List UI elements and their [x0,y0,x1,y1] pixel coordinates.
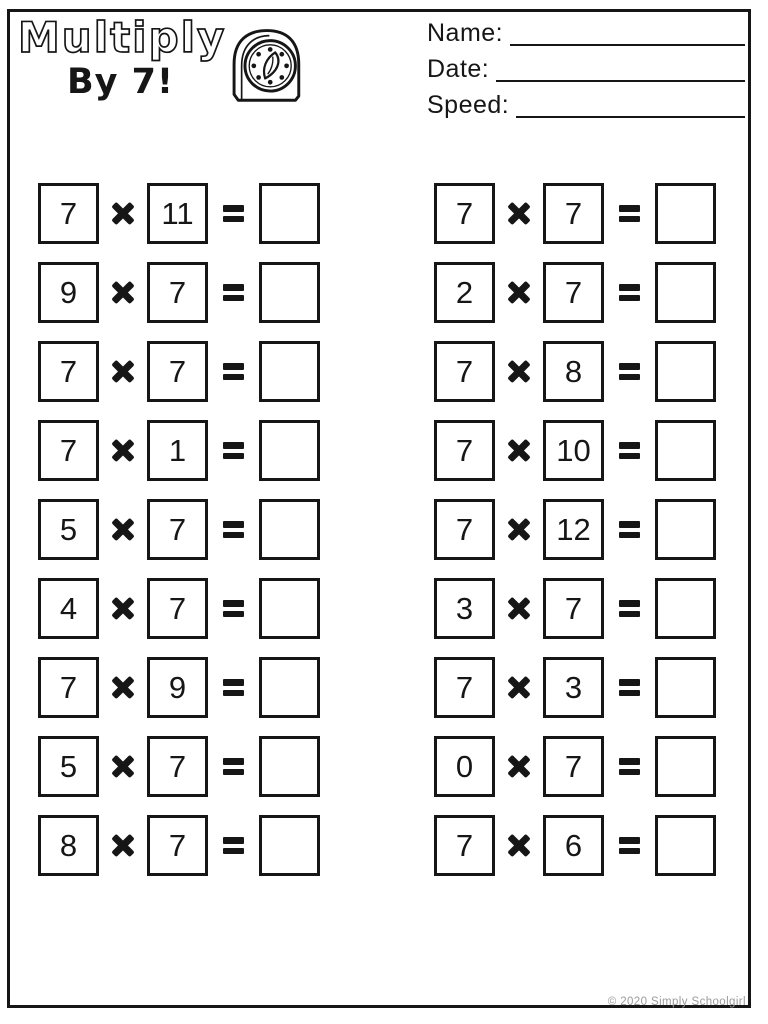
answer-box[interactable] [259,736,320,797]
factor-a-box [38,499,99,560]
factor-a-box [38,578,99,639]
speed-label: Speed: [427,91,510,119]
answer-box[interactable] [655,262,716,323]
header-fields [427,17,745,125]
factor-a-box [38,657,99,718]
factor-a-value: 7 [455,512,474,547]
copyright-text: © 2020 Simply Schoolgirl [607,996,746,1008]
problem-row [38,657,320,718]
factor-b-box [543,657,604,718]
answer-box[interactable] [259,341,320,402]
factor-b-box [147,499,208,560]
factor-b-box [543,420,604,481]
equals-icon [223,284,244,301]
factor-a-value: 7 [455,433,474,468]
problem-row [434,657,716,718]
answer-box[interactable] [259,657,320,718]
answer-box[interactable] [259,815,320,876]
problem-row [434,183,716,244]
factor-b-box [543,499,604,560]
multiply-icon [506,675,532,701]
answer-box[interactable] [655,578,716,639]
multiply-icon [506,596,532,622]
multiply-icon [506,754,532,780]
factor-a-value: 7 [455,828,474,863]
factor-b-value: 9 [168,670,187,705]
date-input-line[interactable] [496,56,745,82]
factor-a-value: 4 [59,591,78,626]
problem-row [38,578,320,639]
factor-b-value: 7 [564,591,583,626]
problem-row [38,341,320,402]
multiply-icon [110,438,136,464]
multiply-icon [506,201,532,227]
factor-a-value: 9 [59,275,78,310]
name-input-line[interactable] [510,20,745,46]
factor-b-value: 7 [168,591,187,626]
factor-a-box [434,183,495,244]
answer-box[interactable] [655,499,716,560]
kitchen-timer-icon [224,22,308,108]
factor-a-value: 2 [455,275,474,310]
equals-icon [619,600,640,617]
name-label: Name: [427,19,504,47]
problems-column-right [434,183,716,894]
problem-row [38,262,320,323]
factor-a-box [38,736,99,797]
equals-icon [223,363,244,380]
factor-a-box [434,341,495,402]
factor-a-value: 5 [59,512,78,547]
factor-b-box [543,578,604,639]
answer-box[interactable] [655,183,716,244]
factor-b-value: 12 [556,512,591,547]
factor-a-box [38,183,99,244]
multiply-icon [506,517,532,543]
answer-box[interactable] [259,420,320,481]
factor-b-value: 7 [168,749,187,784]
multiply-icon [110,596,136,622]
multiply-icon [506,833,532,859]
factor-a-box [38,262,99,323]
multiply-icon [110,517,136,543]
problem-row [434,499,716,560]
equals-icon [619,284,640,301]
equals-icon [619,205,640,222]
problems-column-left [38,183,320,894]
factor-a-box [434,262,495,323]
problem-row [38,499,320,560]
equals-icon [619,442,640,459]
factor-a-value: 7 [59,670,78,705]
factor-a-value: 7 [59,196,78,231]
factor-a-box [434,657,495,718]
equals-icon [619,363,640,380]
speed-field-row [427,89,745,118]
multiply-icon [110,280,136,306]
problem-row [38,183,320,244]
factor-b-value: 7 [168,275,187,310]
problem-row [434,262,716,323]
factor-b-value: 7 [168,354,187,389]
factor-b-box [147,420,208,481]
answer-box[interactable] [259,578,320,639]
title-line-1: Multiply [18,13,227,62]
equals-icon [619,521,640,538]
factor-b-value: 7 [168,512,187,547]
factor-b-value: 7 [564,749,583,784]
factor-a-value: 7 [455,196,474,231]
title-line-2: By 7! [67,62,174,103]
date-field-row [427,53,745,82]
factor-b-box [147,736,208,797]
factor-b-box [147,183,208,244]
problem-row [434,736,716,797]
factor-b-value: 3 [564,670,583,705]
equals-icon [223,837,244,854]
speed-input-line[interactable] [516,92,745,118]
factor-b-box [147,262,208,323]
factor-a-box [434,578,495,639]
factor-b-box [147,341,208,402]
factor-a-box [434,499,495,560]
factor-b-box [543,736,604,797]
factor-b-value: 7 [564,196,583,231]
answer-box[interactable] [655,815,716,876]
factor-b-value: 6 [564,828,583,863]
factor-b-value: 7 [564,275,583,310]
factor-b-box [147,815,208,876]
answer-box[interactable] [259,499,320,560]
answer-box[interactable] [655,657,716,718]
multiply-icon [110,359,136,385]
factor-b-value: 11 [161,196,194,231]
factor-a-value: 7 [455,670,474,705]
problem-row [38,815,320,876]
factor-a-value: 3 [455,591,474,626]
multiply-icon [110,754,136,780]
factor-b-value: 7 [168,828,187,863]
answer-box[interactable] [259,183,320,244]
problem-row [38,736,320,797]
factor-b-value: 8 [564,354,583,389]
factor-b-box [543,262,604,323]
factor-b-value: 1 [168,433,187,468]
multiply-icon [506,438,532,464]
factor-b-box [543,815,604,876]
worksheet-title [18,13,227,103]
problem-row [434,578,716,639]
factor-a-value: 5 [59,749,78,784]
multiply-icon [110,201,136,227]
equals-icon [223,600,244,617]
factor-b-box [543,183,604,244]
multiply-icon [110,675,136,701]
factor-a-box [434,420,495,481]
problem-row [434,815,716,876]
equals-icon [223,205,244,222]
answer-box[interactable] [655,736,716,797]
equals-icon [223,442,244,459]
factor-b-box [147,578,208,639]
multiply-icon [506,359,532,385]
factor-a-value: 8 [59,828,78,863]
multiply-icon [506,280,532,306]
kitchen-timer-icon-svg [224,22,308,108]
factor-a-value: 7 [455,354,474,389]
equals-icon [223,758,244,775]
factor-b-value: 10 [556,433,591,468]
factor-a-box [434,736,495,797]
factor-a-value: 0 [455,749,474,784]
name-field-row [427,17,745,46]
problem-row [434,341,716,402]
equals-icon [223,521,244,538]
equals-icon [619,679,640,696]
factor-a-value: 7 [59,433,78,468]
date-label: Date: [427,55,490,83]
equals-icon [223,679,244,696]
factor-b-box [147,657,208,718]
equals-icon [619,758,640,775]
factor-a-box [434,815,495,876]
equals-icon [619,837,640,854]
multiply-icon [110,833,136,859]
answer-box[interactable] [259,262,320,323]
factor-a-value: 7 [59,354,78,389]
factor-b-box [543,341,604,402]
factor-a-box [38,815,99,876]
problem-row [38,420,320,481]
answer-box[interactable] [655,341,716,402]
factor-a-box [38,341,99,402]
factor-a-box [38,420,99,481]
answer-box[interactable] [655,420,716,481]
problem-row [434,420,716,481]
